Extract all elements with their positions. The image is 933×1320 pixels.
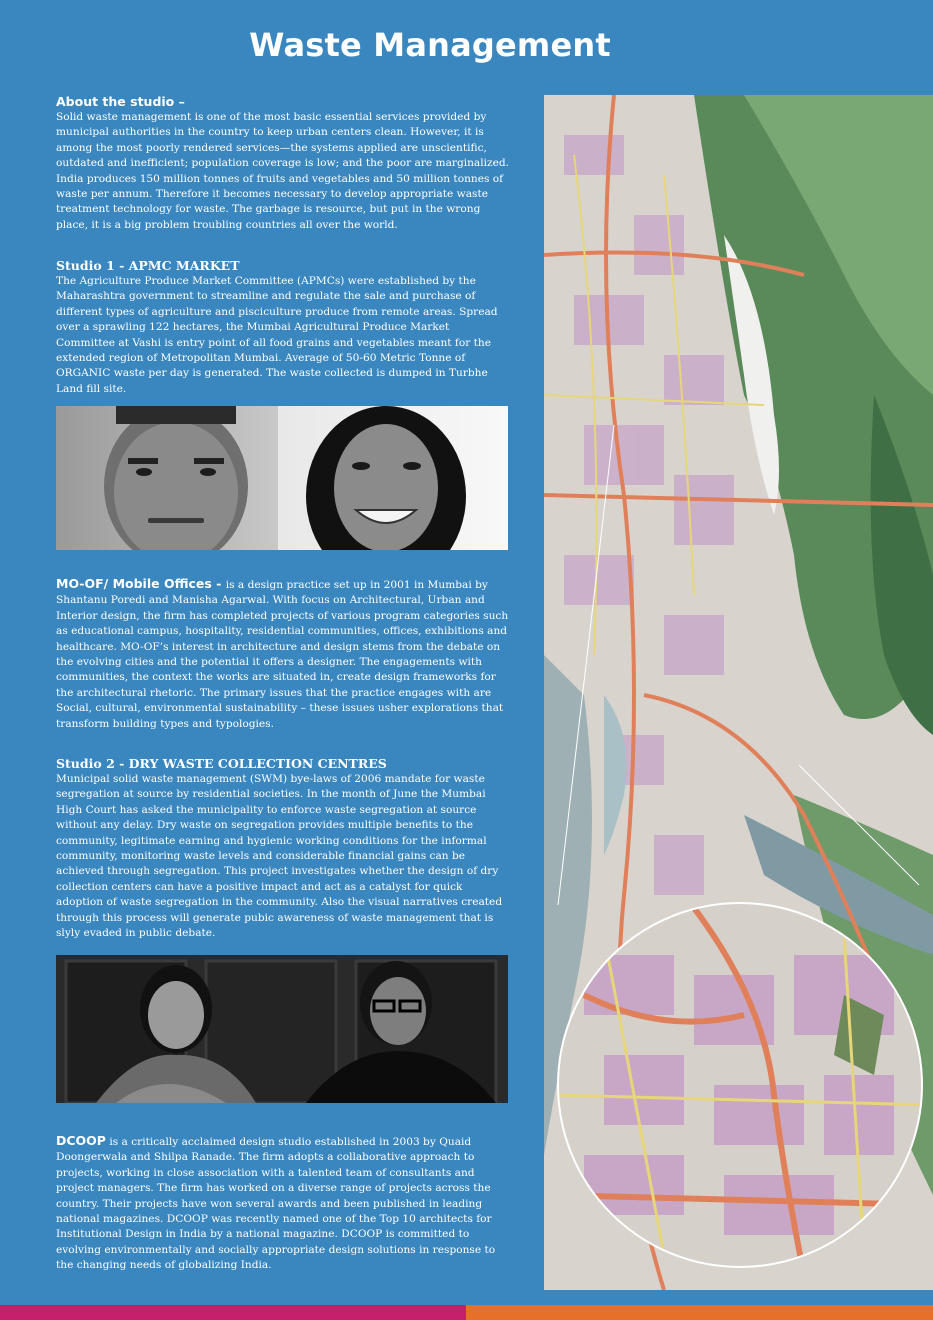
studio2-section	[56, 756, 511, 941]
studio1-text: The Agriculture Produce Market Committee (APMCs) were established by the Maharashtra government to streamline and regulate the sale and purchase of different types of agriculture and pisciculture produce from remote areas. Spread over a sprawling 122 hectares, the Mumbai Agricultural Produce Market Committee at Vashi is entry point of all food grains and vegetables meant for the extended region of Metropolitan Mumbai. Average of 50-60 Metric Tonne of ORGANIC waste per day is generated. The waste collected is dumped in Turbhe Land fill site.	[56, 275, 498, 395]
about-text: Solid waste management is one of the most basic essential services provided by municipal authorities in the country to keep urban centers clean. However, it is among the most poorly rendered services—the systems applied are unscientific, outdated and inefficient; population coverage is low; and the poor are marginalized. India produces 150 million tonnes of fruits and vegetables and 50 million tonnes of waste per annum. Therefore it becomes necessary to develop appropriate waste treatment technology for waste. The garbage is resource, but put in the wrong place, it is a big problem troubling countries all over the world.	[56, 111, 510, 231]
dcoop-paragraph	[56, 1133, 511, 1274]
moof-text: is a design practice set up in 2001 in Mumbai by Shantanu Poredi and Manisha Agarwal. With focus on Architectural, Urban and Interior design, the firm has completed projects of various program categories such as educational campus, hospitality, residential communities, offices, exhibitions and healthcare. MO-OF’s interest in architecture and design stems from the debate on the evolving cities and the potential it offers a designer. The engagements with communities, the context the works are situated in, create design frameworks for the architectural rhetoric. The primary issues that the practice engages with are Social, cultural, environmental sustainability – these issues usher explorations that transform building types and typologies.	[56, 579, 509, 730]
footer-bar-orange	[466, 1305, 933, 1320]
map-illustration	[544, 95, 933, 1290]
portrait-photo-2	[56, 955, 508, 1103]
moof-name: MO-OF/ Mobile Offices -	[56, 576, 226, 591]
about-heading: About the studio –	[56, 94, 185, 109]
portrait-photo-1	[56, 406, 508, 550]
about-section	[56, 94, 511, 233]
studio2-text: Municipal solid waste management (SWM) bye-laws of 2006 mandate for waste segregation at source by residential societies. In the month of June the Mumbai High Court has asked the municipality to enforce waste segregation at source without any delay. Dry waste on segregation provides multiple benefits to the community, legitimate earning and hygienic working conditions for the informal community, monitoring waste levels and considerable financial gains can be achieved through segregation. This project investigates whether the design of dry collection centers can have a positive impact and act as a catalyst for quick adoption of waste segregation in the community. Also the visual narratives created through this process will generate pubic awareness of waste management that is slyly evaded in public debate.	[56, 773, 503, 940]
studio2-heading: Studio 2 - DRY WASTE COLLECTION CENTRES	[56, 756, 387, 771]
photo-mo-of-founders	[56, 406, 508, 550]
dcoop-text: is a critically acclaimed design studio established in 2003 by Quaid Doongerwala and Shilpa Ranade. The firm adopts a collaborative approach to projects, working in close association with a talented team of consultants and project managers. The firm has worked on a diverse range of projects across the country. Their projects have won several awards and been published in leading national magazines. DCOOP was recently named one of the Top 10 architects for Institutional Design in India by a national magazine. DCOOP is committed to evolving environmentally and socially appropriate design solutions in response to the changing needs of globalizing India.	[56, 1136, 496, 1272]
dcoop-name: DCOOP	[56, 1133, 106, 1148]
studio1-heading: Studio 1 - APMC MARKET	[56, 258, 240, 273]
footer-bar-magenta	[0, 1305, 466, 1320]
dcoop-section	[56, 1133, 511, 1274]
photo-dcoop-founders	[56, 955, 508, 1103]
moof-section	[56, 576, 511, 732]
moof-paragraph	[56, 576, 511, 732]
studio1-section	[56, 258, 511, 397]
city-map	[544, 95, 933, 1290]
page-title: Waste Management	[249, 26, 611, 64]
